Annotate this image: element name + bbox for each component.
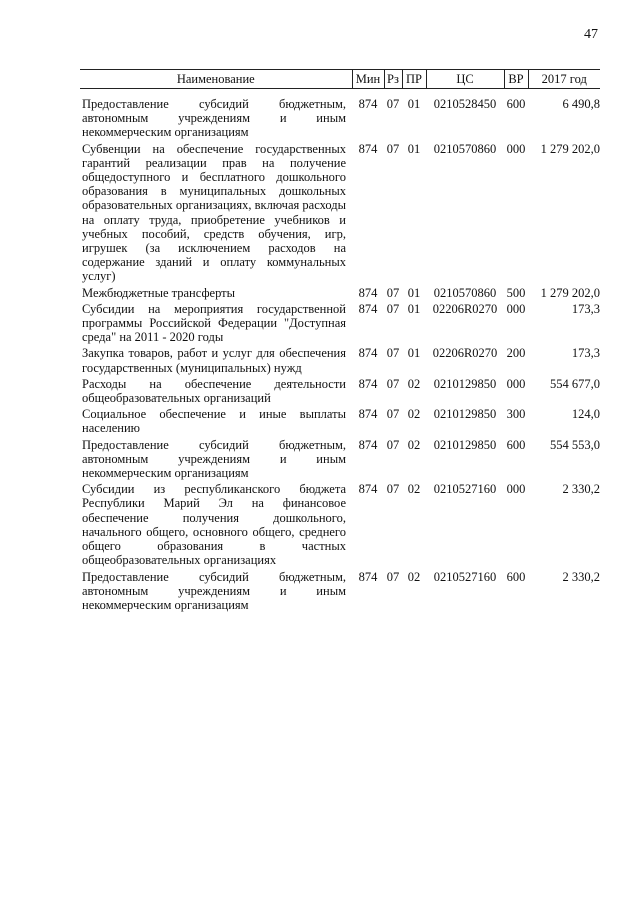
row-rz: 07 [386,482,400,497]
row-amount: 2 330,2 [562,482,600,497]
row-cs: 0210527160 [433,482,497,497]
row-amount: 173,3 [571,346,600,361]
row-amount: 173,3 [571,301,600,316]
row-pr: 02 [407,569,421,584]
table-row [80,302,600,347]
row-rz: 07 [386,437,400,452]
row-cs: 0210570860 [433,141,497,156]
row-name: Субсидии из республиканского бюджета Республики Марий Эл на финансовое обеспечение получения дошкольного, начального общего, основного общего, среднего общего образования в частных общеобразовательных организациях [82,482,346,568]
row-rz: 07 [386,569,400,584]
table-row [80,142,600,286]
column-header-vr: ВР [504,70,528,89]
row-pr: 01 [407,346,421,361]
table-row [80,407,600,437]
row-cs: 02206R0270 [432,346,498,361]
row-min: 874 [358,407,378,422]
row-pr: 02 [407,437,421,452]
row-amount: 2 330,2 [562,569,600,584]
column-header-year: 2017 год [528,70,600,89]
row-min: 874 [358,437,378,452]
row-min: 874 [358,569,378,584]
budget-table [80,69,600,614]
row-min: 874 [358,97,378,111]
row-min: 874 [358,376,378,391]
row-vr: 200 [506,346,526,361]
row-pr: 01 [407,141,421,156]
row-amount: 124,0 [571,407,600,422]
row-name: Социальное обеспечение и иные выплаты населению [82,407,346,436]
row-amount: 554 677,0 [550,376,600,391]
column-header-min: Мин [352,70,384,89]
row-name: Предоставление субсидий бюджетным, автономным учреждениям и иным некоммерческим организациям [82,569,346,612]
row-cs: 02206R0270 [432,301,498,316]
row-cs: 0210527160 [433,569,497,584]
table-row [80,377,600,407]
row-vr: 500 [506,285,526,300]
row-amount: 1 279 202,0 [540,285,600,300]
row-rz: 07 [386,285,400,300]
row-rz: 07 [386,97,400,111]
row-cs: 0210129850 [433,407,497,422]
row-rz: 07 [386,376,400,391]
row-name: Предоставление субсидий бюджетным, автономным учреждениям и иным некоммерческим организациям [82,437,346,481]
row-vr: 000 [506,141,526,156]
row-vr: 600 [506,437,526,452]
row-vr: 300 [506,407,526,422]
row-pr: 02 [407,407,421,422]
table-row [80,482,600,569]
table-row [80,97,600,142]
row-vr: 600 [506,97,526,111]
row-cs: 0210129850 [433,376,497,391]
row-min: 874 [358,141,378,156]
column-header-cs: ЦС [426,70,504,89]
row-pr: 02 [407,482,421,497]
row-pr: 01 [407,285,421,300]
row-amount: 554 553,0 [550,437,600,452]
row-min: 874 [358,285,378,300]
row-vr: 000 [506,376,526,391]
column-header-rz: Рз [384,70,402,89]
column-header-pr: ПР [402,70,426,89]
row-amount: 1 279 202,0 [540,141,600,156]
row-name: Субсидии на мероприятия государственной программы Российской Федерации "Доступная среда" на 2011 - 2020 годы [82,301,346,345]
table-row [80,570,600,615]
row-name: Предоставление субсидий бюджетным, автономным учреждениям и иным некоммерческим организациям [82,97,346,140]
row-name: Закупка товаров, работ и услуг для обеспечения государственных (муниципальных) нужд [82,346,346,375]
row-name: Межбюджетные трансферты [82,285,236,300]
row-rz: 07 [386,346,400,361]
table-row [80,346,600,376]
table-header [80,70,600,89]
row-rz: 07 [386,301,400,316]
row-cs: 0210570860 [433,285,497,300]
row-amount: 6 490,8 [562,97,600,111]
column-header-name: Наименование [80,70,352,89]
row-name: Расходы на обеспечение деятельности общеобразовательных организаций [82,376,346,406]
row-pr: 02 [407,376,421,391]
row-pr: 01 [407,97,421,111]
row-cs: 0210528450 [433,97,497,111]
row-vr: 000 [506,301,526,316]
row-min: 874 [358,346,378,361]
row-min: 874 [358,482,378,497]
row-min: 874 [358,301,378,316]
row-vr: 000 [506,482,526,497]
row-cs: 0210129850 [433,437,497,452]
row-rz: 07 [386,407,400,422]
row-pr: 01 [407,301,421,316]
page-number: 47 [584,27,598,42]
row-name: Субвенции на обеспечение государственных гарантий реализации прав на получение общедоступного и бесплатного дошкольного образования в муниципальных дошкольных образовательных организациях, включая расходы на оплату труда, приобретение учебников и учебных пособий, средств обучения, игр, игрушек (за исключением расходов на содержание зданий и оплату коммунальных услуг) [82,141,346,284]
row-rz: 07 [386,141,400,156]
table-row [80,286,600,302]
row-vr: 600 [506,569,526,584]
table-row [80,438,600,483]
